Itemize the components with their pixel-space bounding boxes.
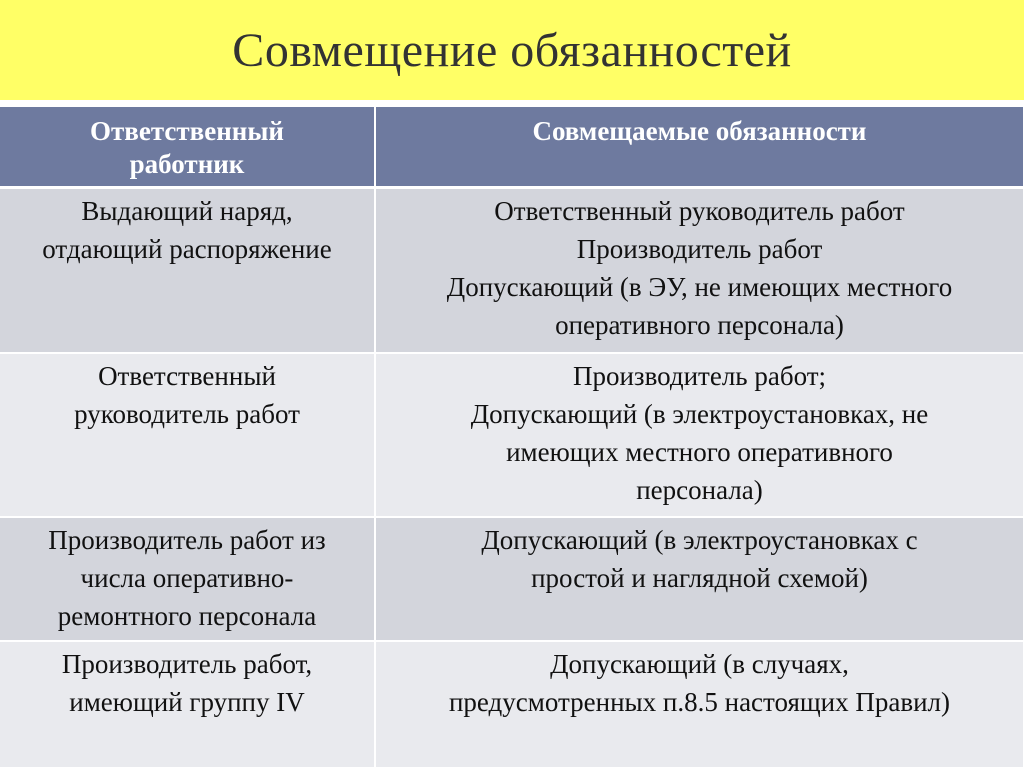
duties-cell [375, 353, 1024, 517]
duties-table [0, 107, 1024, 767]
header-responsible-worker [0, 107, 375, 187]
table-row [0, 517, 1024, 641]
cell-line: Допускающий (в электроустановках, не [470, 399, 929, 429]
cell-line: Производитель работ; [572, 361, 827, 391]
cell-line: персонала) [636, 475, 763, 505]
table-header-row [0, 107, 1024, 187]
cell-line: оперативного персонала) [555, 309, 844, 340]
cell-line: Ответственный руководитель работ [494, 195, 905, 226]
worker-cell [0, 187, 375, 353]
cell-line: Производитель работ [576, 233, 823, 264]
duties-cell [375, 517, 1024, 641]
cell-line: простой и наглядной схемой) [531, 563, 868, 593]
header-line: Ответственный [90, 116, 284, 146]
header-line: Совмещаемые обязанности [532, 116, 867, 146]
title-bar [0, 0, 1024, 100]
table-row [0, 641, 1024, 767]
duties-cell [375, 641, 1024, 767]
table-row [0, 187, 1024, 353]
cell-line: Допускающий (в электроустановках с [481, 525, 918, 555]
cell-line: Производитель работ, [61, 649, 313, 679]
cell-line: руководитель работ [74, 399, 300, 429]
worker-cell [0, 353, 375, 517]
cell-line: имеющих местного оперативного [506, 437, 893, 467]
cell-line: отдающий распоряжение [42, 233, 332, 264]
cell-line: имеющий группу IV [69, 687, 305, 717]
cell-line: Ответственный [98, 361, 276, 391]
table-row [0, 353, 1024, 517]
header-line: работник [129, 149, 245, 179]
cell-line: предусмотренных п.8.5 настоящих Правил) [448, 687, 951, 717]
worker-cell [0, 517, 375, 641]
cell-line: числа оперативно- [80, 563, 294, 593]
cell-line: Допускающий (в случаях, [550, 649, 849, 679]
worker-cell [0, 641, 375, 767]
header-combined-duties [375, 107, 1024, 187]
cell-line: Производитель работ из [48, 525, 326, 555]
duties-cell [375, 187, 1024, 353]
cell-line: Допускающий (в ЭУ, не имеющих местного [446, 271, 953, 302]
slide-title: Совмещение обязанностей [232, 23, 792, 77]
cell-line: Выдающий наряд, [81, 195, 293, 226]
cell-line: ремонтного персонала [57, 601, 317, 631]
